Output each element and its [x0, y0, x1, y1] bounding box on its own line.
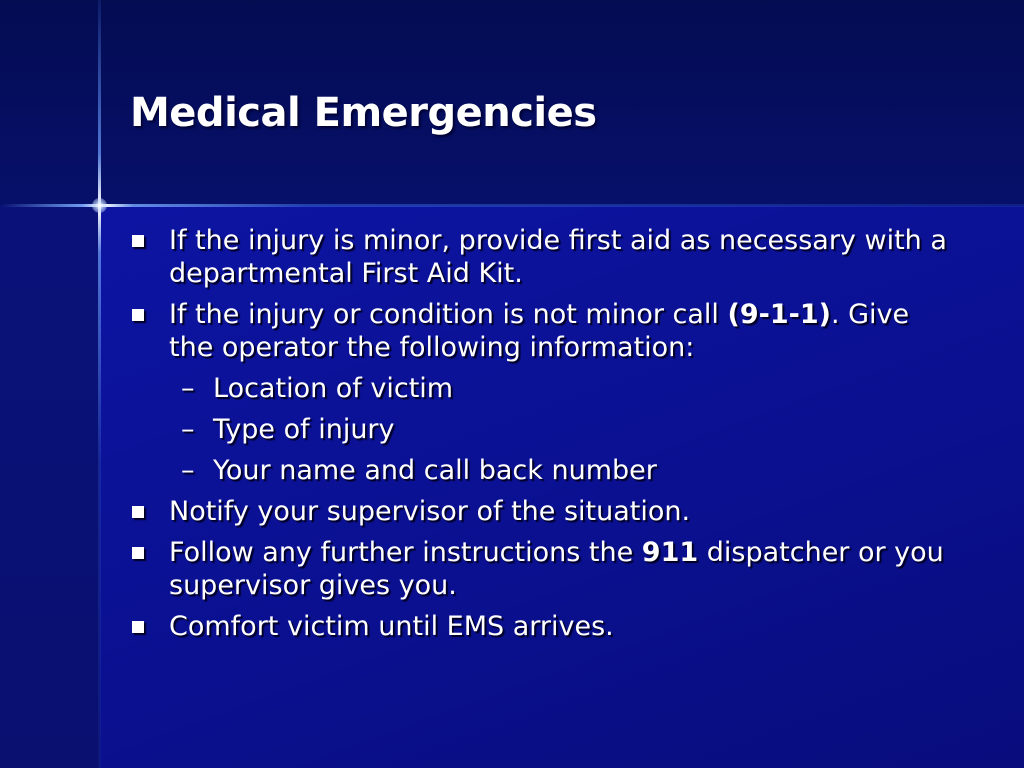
dash-marker: –: [181, 414, 195, 445]
sub-bullet-item: [169, 372, 952, 405]
bullet-text-end: . Give the operator the following information:: [169, 299, 910, 363]
left-band: [0, 206, 100, 768]
dispatcher-number: 911: [641, 537, 699, 568]
square-bullet-icon: [132, 621, 144, 633]
horizontal-accent-line: [0, 204, 1024, 207]
sub-bullet-text: Your name and call back number: [213, 455, 657, 486]
bullet-text-start: If the injury or condition is not minor call: [169, 299, 728, 330]
bullet-item: [132, 536, 952, 602]
vertical-accent-line: [98, 0, 101, 768]
bullet-text: Comfort victim until EMS arrives.: [169, 611, 614, 642]
sparkle-icon: [92, 198, 107, 213]
emergency-number: (9-1-1): [727, 299, 831, 330]
dash-marker: –: [181, 373, 195, 404]
bullet-item: [132, 610, 952, 643]
square-bullet-icon: [132, 235, 144, 247]
dash-marker: –: [181, 455, 195, 486]
bullet-text: If the injury is minor, provide first aid as necessary with a departmental First Aid Kit.: [169, 225, 947, 289]
bullet-text-start: Follow any further instructions the: [169, 537, 642, 568]
bullet-text: Notify your supervisor of the situation.: [169, 496, 691, 527]
sub-bullet-text: Type of injury: [213, 414, 395, 445]
bullet-text-end: dispatcher or you supervisor gives you.: [169, 537, 944, 601]
sub-bullet-item: [169, 413, 952, 446]
square-bullet-icon: [132, 547, 144, 559]
sub-bullet-list: [169, 372, 952, 487]
sub-bullet-text: Location of victim: [213, 373, 454, 404]
bullet-item: [132, 298, 952, 487]
bullet-item: [132, 224, 952, 290]
slide-title: Medical Emergencies: [130, 90, 597, 136]
sub-bullet-item: [169, 454, 952, 487]
square-bullet-icon: [132, 506, 144, 518]
bullet-list: [132, 224, 952, 651]
bullet-item: [132, 495, 952, 528]
square-bullet-icon: [132, 309, 144, 321]
